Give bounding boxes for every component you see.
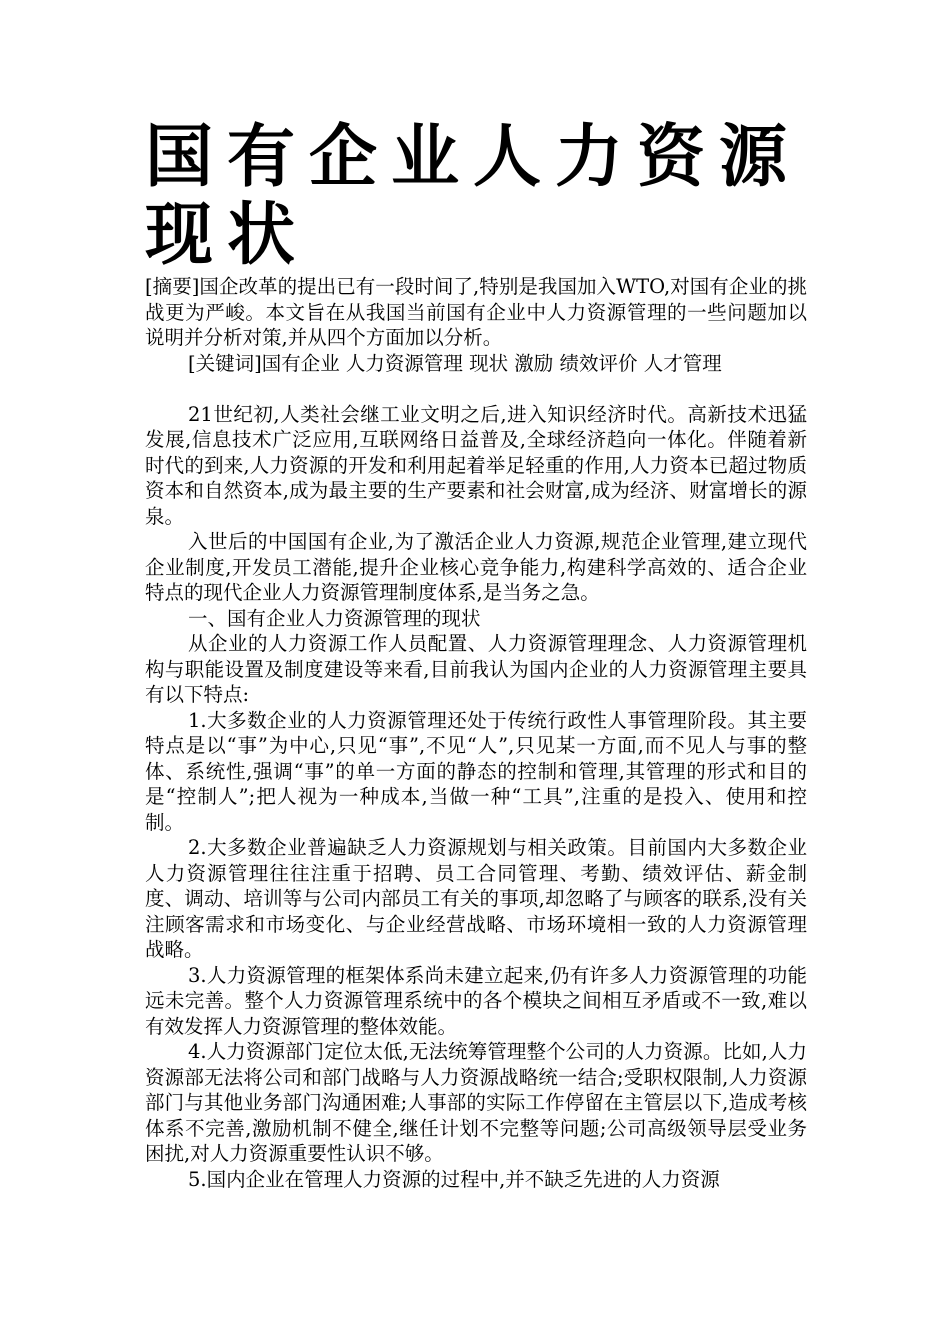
list-item-5: 5.国内企业在管理人力资源的过程中,并不缺乏先进的人力资源	[188, 1167, 720, 1191]
abstract: [摘要]国企改革的提出已有一段时间了,特别是我国加入WTO,对国有企业的挑战更为严峻。本文旨在从我国当前国有企业中人力资源管理的一些问题加以说明并分析对策,并从四个方面加以分析。	[145, 275, 807, 349]
paragraph-spacer	[145, 376, 807, 402]
paragraph-intro: 21世纪初,人类社会继工业文明之后,进入知识经济时代。高新技术迅猛发展,信息技术广泛应用,互联网络日益普及,全球经济趋向一体化。伴随着新时代的到来,人力资源的开发和利用起着举足轻重的作用,人力资本已超过物质资本和自然资本,成为最主要的生产要素和社会财富,成为经济、财富增长的源泉。	[145, 402, 807, 528]
list-item-2: 2.大多数企业普遍缺乏人力资源规划与相关政策。目前国内大多数企业人力资源管理往往注重于招聘、员工合同管理、考勤、绩效评估、薪金制度、调动、培训等与公司内部员工有关的事项,却忽略了与顾客的联系,没有关注顾客需求和市场变化、与企业经营战略、市场环境相一致的人力资源管理战略。	[145, 836, 807, 961]
list-item-1: 1.大多数企业的人力资源管理还处于传统行政性人事管理阶段。其主要特点是以“事”为中心,只见“事”,不见“人”,只见某一方面,而不见人与事的整体、系统性,强调“事”的单一方面的静态的控制和管理,其管理的形式和目的是“控制人”;把人视为一种成本,当做一种“工具”,注重的是投入、使用和控制。	[145, 708, 807, 834]
list-item-3: 3.人力资源管理的框架体系尚未建立起来,仍有许多人力资源管理的功能远未完善。整个人力资源管理系统中的各个模块之间相互矛盾或不一致,难以有效发挥人力资源管理的整体效能。	[145, 963, 807, 1038]
section-heading: 一、国有企业人力资源管理的现状	[188, 606, 481, 630]
keywords: [关键词]国有企业 人力资源管理 现状 激励 绩效评价 人才管理	[188, 351, 722, 375]
list-item-4: 4.人力资源部门定位太低,无法统筹管理整个公司的人力资源。比如,人力资源部无法将公司和部门战略与人力资源战略统一结合;受职权限制,人力资源部门与其他业务部门沟通困难;人事部的实际工作停留在主管层以下,造成考核体系不完善,激励机制不健全,继任计划不完整等问题;公司高级领导层受业务困扰,对人力资源重要性认识不够。	[145, 1040, 807, 1165]
document-page	[145, 118, 807, 1192]
paragraph-overview: 从企业的人力资源工作人员配置、人力资源管理理念、人力资源管理机构与职能设置及制度建设等来看,目前我认为国内企业的人力资源管理主要具有以下特点:	[145, 632, 807, 706]
document-title: 国有企业人力资源现状	[145, 117, 802, 275]
paragraph-wto: 入世后的中国国有企业,为了激活企业人力资源,规范企业管理,建立现代企业制度,开发员工潜能,提升企业核心竞争能力,构建科学高效的、适合企业特点的现代企业人力资源管理制度体系,是当务之急。	[145, 530, 807, 604]
